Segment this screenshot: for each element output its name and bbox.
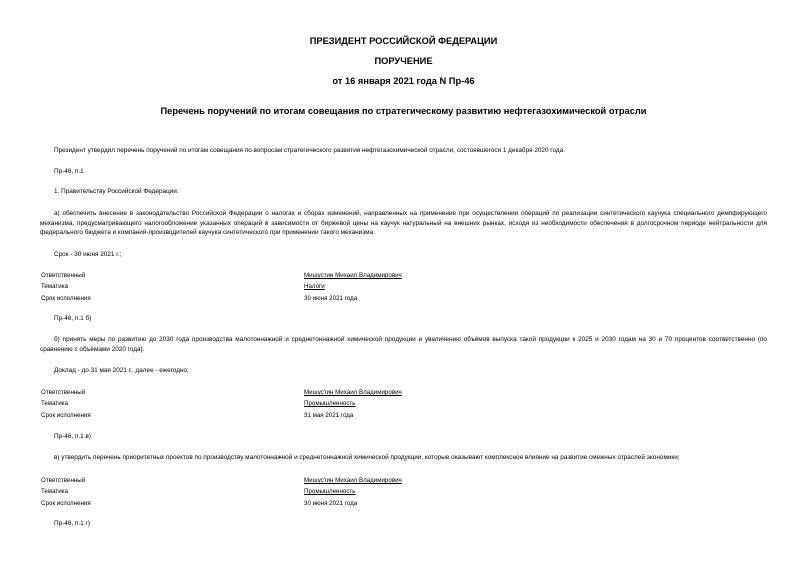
meta-row-term <box>41 498 601 509</box>
meta-label-term: Срок исполнения <box>41 499 91 507</box>
meta-label-topic: Тематика <box>41 488 69 496</box>
topic-link[interactable]: Промышленность <box>304 488 356 496</box>
meta-row-responsible <box>41 270 601 281</box>
meta-row-term <box>41 410 601 421</box>
item-subtitle-1: 1. Правительству Российской Федерации: <box>54 188 179 195</box>
meta-row-topic <box>41 398 601 409</box>
item-deadline-2: Доклад - до 31 мая 2021 г., далее - ежегодно; <box>54 367 189 374</box>
item-ref-3: Пр-46, п.1 в) <box>54 433 92 440</box>
topic-link[interactable]: Промышленность <box>304 400 356 408</box>
meta-row-term <box>41 293 601 304</box>
meta-row-responsible <box>41 387 601 398</box>
meta-row-topic <box>41 486 601 497</box>
item-ref-4: Пр-46, п.1 г) <box>54 520 90 527</box>
meta-label-responsible: Ответственный <box>41 272 86 279</box>
item-text-2: б) принять меры по развитию до 2030 года производства малотоннажной и среднетоннажной химической продукции и увеличению объёмов выпуска такой продукции к 2025 и 2030 годам на 30 и 70 процентов соответственно (по сравнению с объёмами 2020 года). <box>40 336 767 353</box>
term-value: 31 мая 2021 года <box>304 411 354 419</box>
responsible-link[interactable]: Мишустин Михаил Владимирович <box>304 272 402 279</box>
item-meta-1 <box>41 270 601 304</box>
item-ref-1: Пр-46, п.1 <box>54 168 84 175</box>
document-date-heading: от 16 января 2021 года N Пр-46 <box>332 76 475 86</box>
item-text-1: а) обеспечить внесение в законодательство Российской Федерации о налогах и сборах изменений, направленных на применение при осуществлении операций по реализации синтетического каучука специального демпфирующего механизма, предусматривающего налогообложение указанных операций в зависимости от биржевой цены на каучук натуральный на внешних рынках, исходя из необходимости обеспечения в долгосрочном периоде нейтральности для федерального бюджета и компаний-производителей каучука синтетического при применении такого механизма. <box>40 210 767 237</box>
responsible-link[interactable]: Мишустин Михаил Владимирович <box>304 389 402 396</box>
document-type-heading: ПОРУЧЕНИЕ <box>374 56 433 66</box>
responsible-link[interactable]: Мишустин Михаил Владимирович <box>304 477 402 484</box>
intro-paragraph: Президент утвердил перечень поручений по итогам совещания по вопросам стратегического развития нефтегазохимической отрасли, состоявшегося 1 декабря 2020 года. <box>54 147 565 154</box>
meta-label-topic: Тематика <box>41 283 69 291</box>
meta-label-term: Срок исполнения <box>41 294 91 302</box>
topic-link[interactable]: Налоги <box>304 283 325 291</box>
meta-label-responsible: Ответственный <box>41 477 86 484</box>
item-meta-2 <box>41 387 601 421</box>
term-value: 30 июня 2021 года <box>304 499 358 507</box>
meta-row-topic <box>41 281 601 292</box>
document-title: Перечень поручений по итогам совещания по стратегическому развитию нефтегазохимической отрасли <box>160 106 647 116</box>
item-deadline-1: Срок - 30 июня 2021 г.; <box>54 251 122 258</box>
item-ref-2: Пр-46, п.1 б) <box>54 315 92 322</box>
meta-label-responsible: Ответственный <box>41 389 86 396</box>
meta-label-topic: Тематика <box>41 400 69 408</box>
meta-label-term: Срок исполнения <box>41 411 91 419</box>
issuer-heading: ПРЕЗИДЕНТ РОССИЙСКОЙ ФЕДЕРАЦИИ <box>309 36 498 46</box>
item-text-3: в) утвердить перечень приоритетных проектов по производству малотоннажной и среднетоннажной химической продукции, которые оказывают комплексное влияние на развитие смежных отраслей экономики; <box>54 454 680 461</box>
meta-row-responsible <box>41 475 601 486</box>
item-meta-3 <box>41 475 601 509</box>
term-value: 30 июня 2021 года <box>304 294 358 302</box>
